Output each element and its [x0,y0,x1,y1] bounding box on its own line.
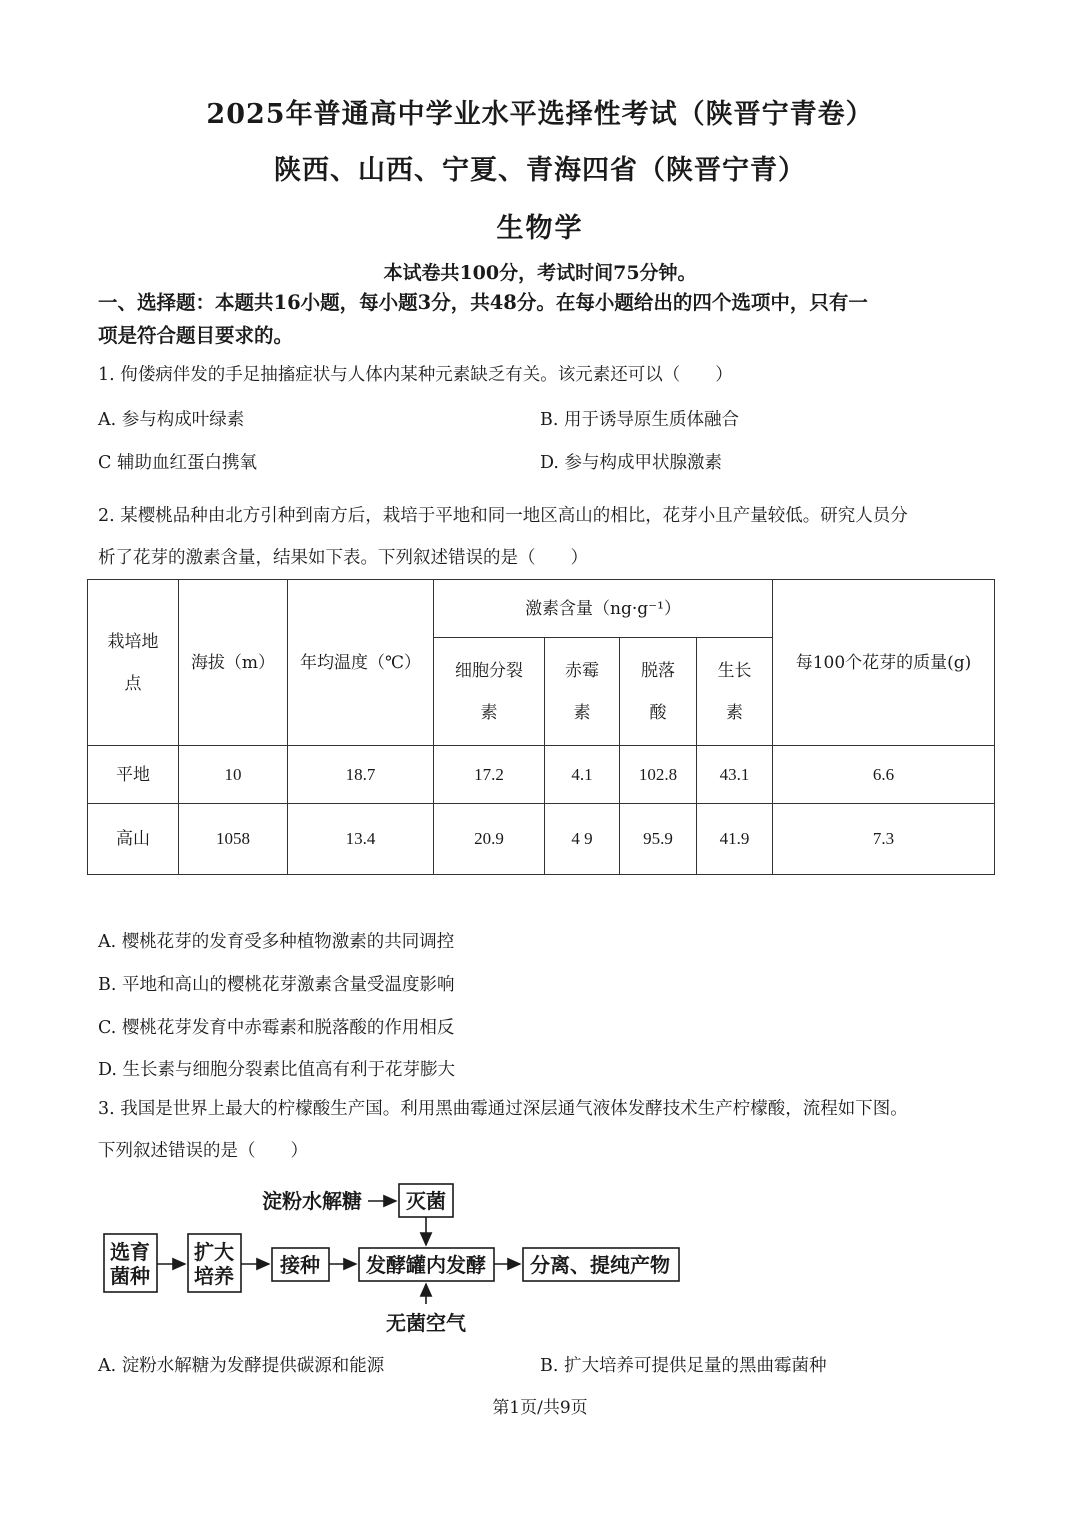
header-auxin: 生长 素 [697,638,773,746]
q3-option-a: A. 淀粉水解糖为发酵提供碳源和能源 [98,1356,385,1376]
header-hormone-group: 激素含量（ng·g⁻¹） [434,580,773,638]
q2-stem-line2: 析了花芽的激素含量，结果如下表。下列叙述错误的是（ ） [98,548,588,568]
q1-option-d: D. 参与构成甲状腺激素 [540,453,723,473]
cell-auxin: 43.1 [697,746,773,804]
q3-stem-line2: 下列叙述错误的是（ ） [98,1141,308,1161]
flow-sterilize: 灭菌 [406,1189,446,1213]
exam-region-title: 陕西、山西、宁夏、青海四省（陕晋宁青） [274,155,806,186]
exam-title: 2025年普通高中学业水平选择性考试（陕晋宁青卷） [206,99,874,130]
flow-select-line1: 选育 [110,1240,150,1264]
section-heading-line1: 一、选择题：本题共16小题，每小题3分，共48分。在每小题给出的四个选项中，只有一 [98,291,868,314]
cell-site: 高山 [88,804,179,875]
cell-abscisic: 95.9 [620,804,697,875]
table-row [88,746,995,804]
flow-starch-sugar: 淀粉水解糖 [262,1189,362,1213]
q2-option-c: C. 樱桃花芽发育中赤霉素和脱落酸的作用相反 [98,1018,455,1038]
page-footer: 第1页/共9页 [492,1398,588,1418]
fermentation-flowchart [96,1172,696,1342]
q1-option-c: C 辅助血红蛋白携氧 [98,453,257,473]
flow-separate: 分离、提纯产物 [530,1253,670,1277]
flow-expand-line1: 扩大 [194,1240,234,1264]
cell-gibberellin: 4.1 [545,746,620,804]
cell-temperature: 18.7 [288,746,434,804]
section-heading [98,286,998,352]
cell-bud-mass: 6.6 [773,746,995,804]
cell-altitude: 1058 [179,804,288,875]
cell-abscisic: 102.8 [620,746,697,804]
header-altitude: 海拔（m） [179,580,288,746]
cell-auxin: 41.9 [697,804,773,875]
cell-temperature: 13.4 [288,804,434,875]
flow-sterile-air: 无菌空气 [386,1311,466,1335]
header-gibberellin: 赤霉 素 [545,638,620,746]
q3-option-b: B. 扩大培养可提供足量的黑曲霉菌种 [540,1356,827,1376]
q2-option-b: B. 平地和高山的樱桃花芽激素含量受温度影响 [98,975,455,995]
header-bud-mass: 每100个花芽的质量(g) [773,580,995,746]
section-heading-line2: 项是符合题目要求的。 [98,324,294,347]
exam-info: 本试卷共100分，考试时间75分钟。 [383,262,697,284]
q1-option-b: B. 用于诱导原生质体融合 [540,410,739,430]
question-3-stem [98,1088,998,1172]
header-temperature: 年均温度（℃） [288,580,434,746]
cell-site: 平地 [88,746,179,804]
q3-stem-line1: 3. 我国是世界上最大的柠檬酸生产国。利用黑曲霉通过深层通气液体发酵技术生产柠檬酸，流程如下图。 [98,1099,908,1119]
cell-cytokinin: 17.2 [434,746,545,804]
flow-inoculate: 接种 [280,1253,320,1277]
header-site: 栽培地 点 [88,580,179,746]
flow-select-line2: 菌种 [110,1264,150,1288]
question-2-stem [98,495,998,579]
header-cytokinin: 细胞分裂 素 [434,638,545,746]
q1-option-a: A. 参与构成叶绿素 [98,410,245,430]
cell-altitude: 10 [179,746,288,804]
flow-expand-line2: 培养 [194,1264,234,1288]
q2-option-a: A. 樱桃花芽的发育受多种植物激素的共同调控 [98,932,455,952]
question-1-stem: 1. 佝偻病伴发的手足抽搐症状与人体内某种元素缺乏有关。该元素还可以（ ） [98,365,733,385]
q2-stem-line1: 2. 某樱桃品种由北方引种到南方后，栽培于平地和同一地区高山的相比，花芽小且产量较低。研究人员分 [98,506,908,526]
hormone-table [87,579,995,875]
q2-option-d: D. 生长素与细胞分裂素比值高有利于花芽膨大 [98,1060,456,1080]
header-abscisic: 脱落 酸 [620,638,697,746]
cell-bud-mass: 7.3 [773,804,995,875]
subject-title: 生物学 [496,213,584,244]
flow-ferment: 发酵罐内发酵 [366,1253,486,1277]
cell-cytokinin: 20.9 [434,804,545,875]
table-row [88,804,995,875]
cell-gibberellin: 4 9 [545,804,620,875]
